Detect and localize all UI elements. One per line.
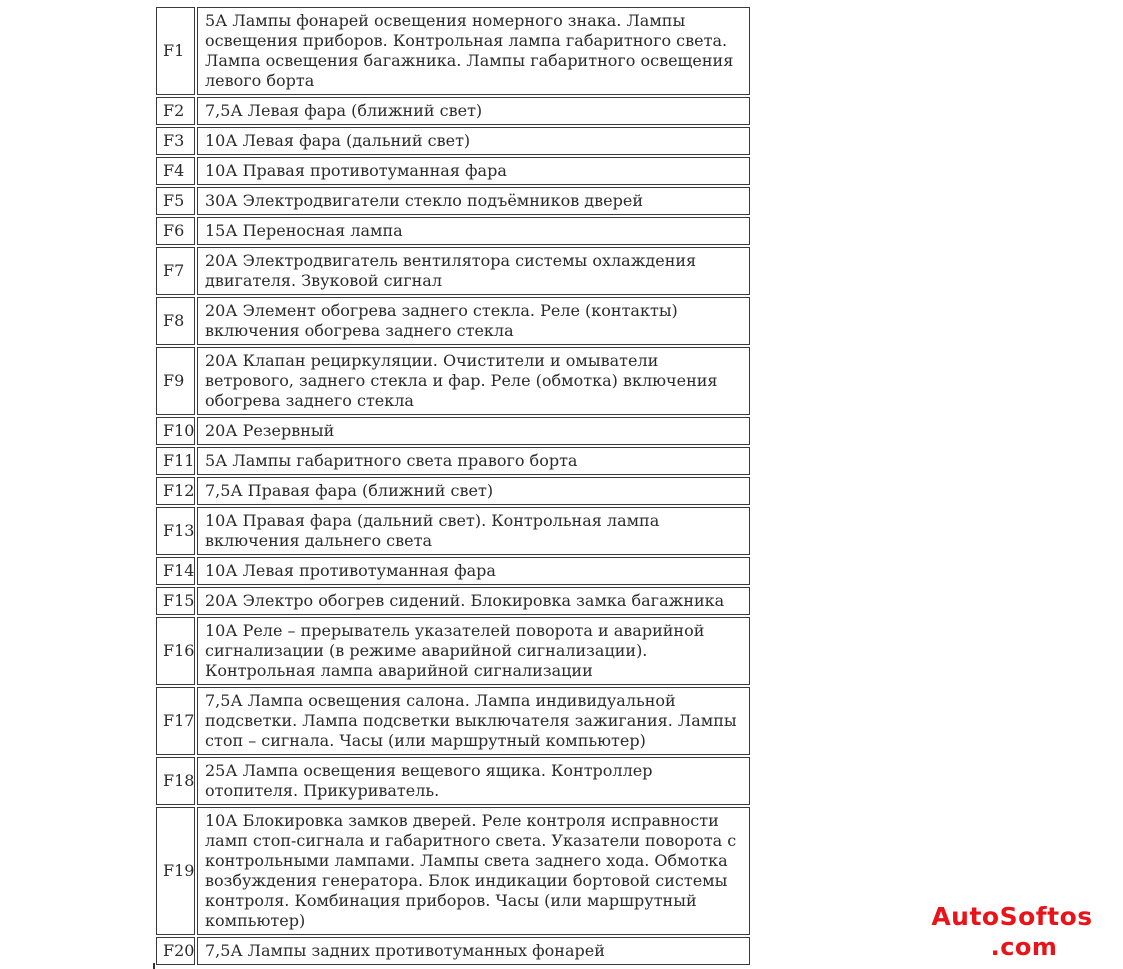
fuse-table-body [156,7,750,965]
fuse-code-cell: F1 [156,7,195,95]
fuse-description-cell: 7,5А Лампы задних противотуманных фонарей [197,937,750,965]
table-row [156,687,750,755]
table-row [156,417,750,445]
watermark-line2: .com [990,933,1058,961]
table-row [156,97,750,125]
fuse-code-cell: F20 [156,937,195,965]
table-row [156,587,750,615]
table-row [156,217,750,245]
fuse-description-cell: 20А Клапан рециркуляции. Очистители и омыватели ветрового, заднего стекла и фар. Реле (обмотка) включения обогрева заднего стекла [197,347,750,415]
fuse-description-cell: 25А Лампа освещения вещевого ящика. Контроллер отопителя. Прикуриватель. [197,757,750,805]
fuse-description-cell: 10А Левая противотуманная фара [197,557,750,585]
fuse-code-cell: F7 [156,247,195,295]
table-row [156,617,750,685]
fuse-code-cell: F8 [156,297,195,345]
fuse-code-cell: F13 [156,507,195,555]
fuse-code-cell: F10 [156,417,195,445]
fuse-code-cell: F15 [156,587,195,615]
table-row [156,557,750,585]
table-row [156,807,750,935]
fuse-code-cell: F19 [156,807,195,935]
page-cut-mark [153,963,155,969]
fuse-description-cell: 10А Правая противотуманная фара [197,157,750,185]
fuse-description-cell: 10А Блокировка замков дверей. Реле контроля исправности ламп стоп-сигнала и габаритного света. Указатели поворота с контрольными лампами. Лампы света заднего хода. Обмотка возбуждения генератора. Блок индикации бортовой системы контроля. Комбинация приборов. Часы (или маршрутный компьютер) [197,807,750,935]
fuse-description-cell: 20А Элемент обогрева заднего стекла. Реле (контакты) включения обогрева заднего стекла [197,297,750,345]
table-row [156,127,750,155]
fuse-description-cell: 20А Резервный [197,417,750,445]
table-row [156,477,750,505]
fuse-description-cell: 7,5А Лампа освещения салона. Лампа индивидуальной подсветки. Лампа подсветки выключателя зажигания. Лампы стоп – сигнала. Часы (или маршрутный компьютер) [197,687,750,755]
fuse-code-cell: F14 [156,557,195,585]
fuse-code-cell: F3 [156,127,195,155]
fuse-code-cell: F11 [156,447,195,475]
fuse-description-cell: 7,5А Правая фара (ближний свет) [197,477,750,505]
fuse-code-cell: F17 [156,687,195,755]
fuse-description-cell: 10А Правая фара (дальний свет). Контрольная лампа включения дальнего света [197,507,750,555]
fuse-description-cell: 30А Электродвигатели стекло подъёмников дверей [197,187,750,215]
table-row [156,247,750,295]
fuse-code-cell: F16 [156,617,195,685]
fuse-description-cell: 10А Левая фара (дальний свет) [197,127,750,155]
watermark-line1: AutoSoftos [931,902,1093,931]
fuse-description-cell: 20А Электродвигатель вентилятора системы охлаждения двигателя. Звуковой сигнал [197,247,750,295]
watermark-logo [916,902,1108,962]
fuse-description-cell: 20А Электро обогрев сидений. Блокировка замка багажника [197,587,750,615]
fuse-description-cell: 5А Лампы габаритного света правого борта [197,447,750,475]
table-row [156,297,750,345]
table-row [156,157,750,185]
fuse-description-cell: 15А Переносная лампа [197,217,750,245]
fuse-code-cell: F6 [156,217,195,245]
fuse-code-cell: F2 [156,97,195,125]
table-row [156,937,750,965]
fuse-table [154,5,752,967]
table-row [156,7,750,95]
fuse-code-cell: F4 [156,157,195,185]
table-row [156,447,750,475]
fuse-code-cell: F12 [156,477,195,505]
fuse-description-cell: 5А Лампы фонарей освещения номерного знака. Лампы освещения приборов. Контрольная лампа габаритного света. Лампа освещения багажника. Лампы габаритного освещения левого борта [197,7,750,95]
table-row [156,757,750,805]
table-row [156,187,750,215]
fuse-description-cell: 7,5А Левая фара (ближний свет) [197,97,750,125]
fuse-code-cell: F9 [156,347,195,415]
table-row [156,507,750,555]
table-row [156,347,750,415]
fuse-code-cell: F5 [156,187,195,215]
fuse-code-cell: F18 [156,757,195,805]
fuse-description-cell: 10А Реле – прерыватель указателей поворота и аварийной сигнализации (в режиме аварийной сигнализации). Контрольная лампа аварийной сигнализации [197,617,750,685]
